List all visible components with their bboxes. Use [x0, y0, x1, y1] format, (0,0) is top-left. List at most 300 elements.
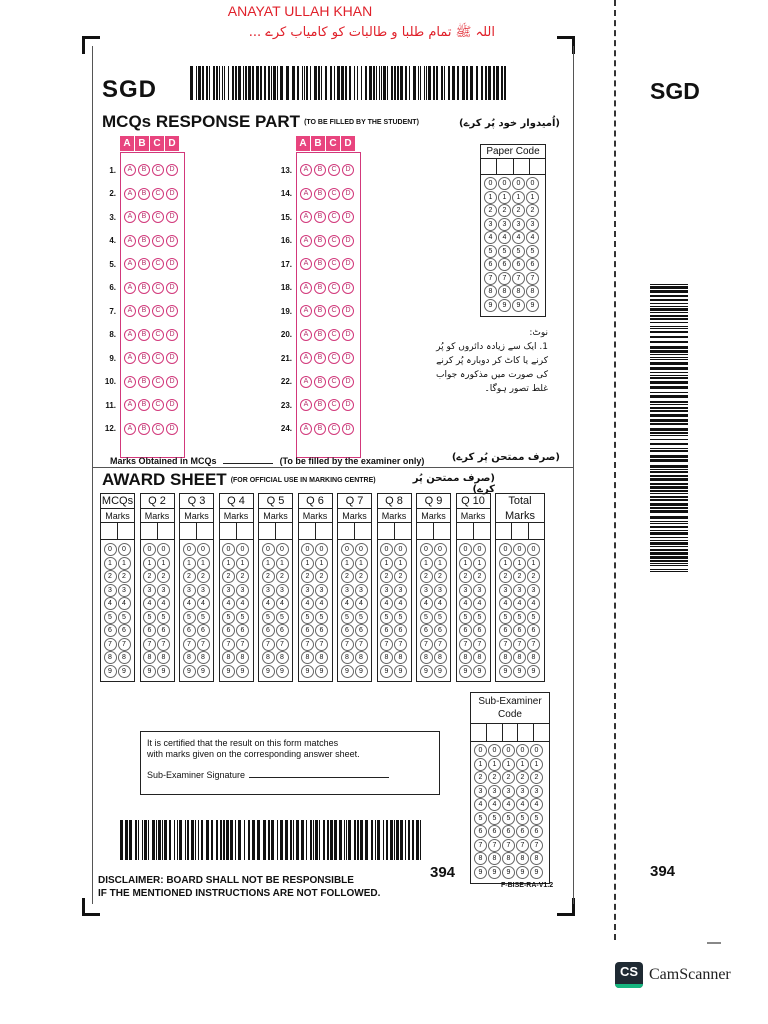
digit-bubble[interactable]: 8: [498, 285, 511, 298]
answer-bubble[interactable]: C: [152, 305, 164, 317]
digit-bubble[interactable]: 2: [118, 570, 131, 583]
digit-bubble[interactable]: 6: [262, 624, 275, 637]
digit-bubble[interactable]: 7: [473, 638, 486, 651]
digit-bubble[interactable]: 6: [474, 825, 487, 838]
answer-bubble[interactable]: C: [152, 235, 164, 247]
digit-bubble[interactable]: 6: [502, 825, 515, 838]
award-marks-entry[interactable]: [179, 523, 214, 540]
digit-bubble[interactable]: 9: [157, 665, 170, 678]
answer-bubble[interactable]: D: [342, 305, 354, 317]
digit-bubble[interactable]: 8: [262, 651, 275, 664]
digit-bubble[interactable]: 1: [420, 557, 433, 570]
digit-bubble[interactable]: 6: [420, 624, 433, 637]
digit-bubble[interactable]: 1: [474, 758, 487, 771]
digit-bubble[interactable]: 3: [484, 218, 497, 231]
digit-bubble[interactable]: 8: [394, 651, 407, 664]
digit-bubble[interactable]: 4: [527, 597, 540, 610]
marks-obtained-blank[interactable]: [223, 463, 273, 464]
digit-bubble[interactable]: 8: [197, 651, 210, 664]
answer-bubble[interactable]: D: [166, 423, 178, 435]
digit-bubble[interactable]: 9: [143, 665, 156, 678]
digit-bubble[interactable]: 7: [236, 638, 249, 651]
digit-bubble[interactable]: 9: [420, 665, 433, 678]
answer-bubble[interactable]: A: [124, 211, 136, 223]
digit-bubble[interactable]: 6: [394, 624, 407, 637]
answer-bubble[interactable]: C: [328, 329, 340, 341]
digit-bubble[interactable]: 6: [315, 624, 328, 637]
digit-bubble[interactable]: 6: [341, 624, 354, 637]
digit-bubble[interactable]: 6: [488, 825, 501, 838]
digit-bubble[interactable]: 1: [434, 557, 447, 570]
digit-bubble[interactable]: 3: [459, 584, 472, 597]
digit-bubble[interactable]: 6: [183, 624, 196, 637]
answer-bubble[interactable]: D: [166, 188, 178, 200]
answer-bubble[interactable]: A: [300, 188, 312, 200]
digit-bubble[interactable]: 9: [499, 665, 512, 678]
answer-bubble[interactable]: C: [152, 376, 164, 388]
sub-examiner-code-entry[interactable]: [471, 724, 549, 742]
answer-bubble[interactable]: B: [314, 164, 326, 176]
answer-bubble[interactable]: D: [166, 258, 178, 270]
digit-bubble[interactable]: 2: [473, 570, 486, 583]
answer-bubble[interactable]: D: [342, 235, 354, 247]
digit-bubble[interactable]: 6: [197, 624, 210, 637]
digit-bubble[interactable]: 3: [143, 584, 156, 597]
digit-bubble[interactable]: 6: [143, 624, 156, 637]
digit-bubble[interactable]: 1: [222, 557, 235, 570]
answer-bubble[interactable]: A: [300, 211, 312, 223]
digit-bubble[interactable]: 3: [197, 584, 210, 597]
digit-bubble[interactable]: 8: [516, 852, 529, 865]
answer-bubble[interactable]: B: [138, 188, 150, 200]
digit-bubble[interactable]: 9: [262, 665, 275, 678]
digit-bubble[interactable]: 5: [434, 611, 447, 624]
answer-bubble[interactable]: A: [124, 329, 136, 341]
answer-bubble[interactable]: A: [124, 352, 136, 364]
digit-bubble[interactable]: 1: [143, 557, 156, 570]
digit-bubble[interactable]: 0: [530, 744, 543, 757]
digit-bubble[interactable]: 4: [394, 597, 407, 610]
digit-bubble[interactable]: 2: [459, 570, 472, 583]
answer-bubble[interactable]: B: [314, 235, 326, 247]
digit-bubble[interactable]: 5: [143, 611, 156, 624]
digit-bubble[interactable]: 8: [380, 651, 393, 664]
digit-bubble[interactable]: 8: [474, 852, 487, 865]
digit-bubble[interactable]: 0: [222, 543, 235, 556]
digit-bubble[interactable]: 3: [315, 584, 328, 597]
digit-bubble[interactable]: 9: [473, 665, 486, 678]
digit-bubble[interactable]: 2: [341, 570, 354, 583]
digit-bubble[interactable]: 3: [355, 584, 368, 597]
digit-bubble[interactable]: 1: [512, 191, 525, 204]
digit-bubble[interactable]: 2: [498, 204, 511, 217]
paper-code-entry[interactable]: [481, 159, 545, 175]
digit-bubble[interactable]: 4: [276, 597, 289, 610]
digit-bubble[interactable]: 2: [197, 570, 210, 583]
digit-bubble[interactable]: 7: [355, 638, 368, 651]
digit-bubble[interactable]: 7: [197, 638, 210, 651]
answer-bubble[interactable]: B: [138, 235, 150, 247]
digit-bubble[interactable]: 1: [513, 557, 526, 570]
digit-bubble[interactable]: 6: [222, 624, 235, 637]
digit-bubble[interactable]: 0: [197, 543, 210, 556]
digit-bubble[interactable]: 3: [512, 218, 525, 231]
answer-bubble[interactable]: D: [166, 164, 178, 176]
digit-bubble[interactable]: 1: [502, 758, 515, 771]
award-marks-entry[interactable]: [416, 523, 451, 540]
digit-bubble[interactable]: 2: [222, 570, 235, 583]
digit-bubble[interactable]: 2: [488, 771, 501, 784]
digit-bubble[interactable]: 3: [157, 584, 170, 597]
digit-bubble[interactable]: 7: [420, 638, 433, 651]
digit-bubble[interactable]: 5: [420, 611, 433, 624]
answer-bubble[interactable]: D: [342, 376, 354, 388]
digit-bubble[interactable]: 2: [236, 570, 249, 583]
digit-bubble[interactable]: 8: [502, 852, 515, 865]
digit-bubble[interactable]: 6: [512, 258, 525, 271]
answer-bubble[interactable]: C: [152, 329, 164, 341]
digit-bubble[interactable]: 3: [104, 584, 117, 597]
digit-bubble[interactable]: 1: [197, 557, 210, 570]
digit-bubble[interactable]: 9: [527, 665, 540, 678]
award-marks-entry[interactable]: [298, 523, 333, 540]
digit-bubble[interactable]: 6: [380, 624, 393, 637]
digit-bubble[interactable]: 5: [512, 245, 525, 258]
digit-bubble[interactable]: 9: [183, 665, 196, 678]
digit-bubble[interactable]: 0: [526, 177, 539, 190]
digit-bubble[interactable]: 5: [183, 611, 196, 624]
digit-bubble[interactable]: 7: [484, 272, 497, 285]
answer-bubble[interactable]: A: [124, 305, 136, 317]
answer-bubble[interactable]: A: [300, 352, 312, 364]
digit-bubble[interactable]: 0: [484, 177, 497, 190]
digit-bubble[interactable]: 7: [301, 638, 314, 651]
digit-bubble[interactable]: 5: [394, 611, 407, 624]
answer-bubble[interactable]: B: [314, 376, 326, 388]
answer-bubble[interactable]: A: [124, 188, 136, 200]
answer-bubble[interactable]: C: [328, 399, 340, 411]
digit-bubble[interactable]: 5: [502, 812, 515, 825]
digit-bubble[interactable]: 7: [513, 638, 526, 651]
digit-bubble[interactable]: 2: [502, 771, 515, 784]
digit-bubble[interactable]: 8: [157, 651, 170, 664]
digit-bubble[interactable]: 0: [513, 543, 526, 556]
award-marks-entry[interactable]: [258, 523, 293, 540]
digit-bubble[interactable]: 8: [530, 852, 543, 865]
digit-bubble[interactable]: 3: [183, 584, 196, 597]
digit-bubble[interactable]: 4: [498, 231, 511, 244]
digit-bubble[interactable]: 6: [236, 624, 249, 637]
answer-bubble[interactable]: D: [342, 282, 354, 294]
answer-bubble[interactable]: C: [328, 258, 340, 270]
digit-bubble[interactable]: 8: [118, 651, 131, 664]
digit-bubble[interactable]: 5: [236, 611, 249, 624]
answer-bubble[interactable]: B: [138, 211, 150, 223]
answer-bubble[interactable]: B: [314, 282, 326, 294]
digit-bubble[interactable]: 4: [484, 231, 497, 244]
digit-bubble[interactable]: 5: [341, 611, 354, 624]
digit-bubble[interactable]: 7: [394, 638, 407, 651]
digit-bubble[interactable]: 4: [262, 597, 275, 610]
digit-bubble[interactable]: 4: [474, 798, 487, 811]
digit-bubble[interactable]: 7: [183, 638, 196, 651]
digit-bubble[interactable]: 3: [526, 218, 539, 231]
digit-bubble[interactable]: 2: [474, 771, 487, 784]
answer-bubble[interactable]: B: [314, 258, 326, 270]
answer-bubble[interactable]: B: [138, 376, 150, 388]
answer-bubble[interactable]: A: [124, 399, 136, 411]
digit-bubble[interactable]: 0: [459, 543, 472, 556]
digit-bubble[interactable]: 2: [526, 204, 539, 217]
digit-bubble[interactable]: 9: [118, 665, 131, 678]
digit-bubble[interactable]: 2: [516, 771, 529, 784]
digit-bubble[interactable]: 8: [315, 651, 328, 664]
answer-bubble[interactable]: A: [300, 423, 312, 435]
digit-bubble[interactable]: 5: [484, 245, 497, 258]
award-marks-entry[interactable]: [100, 523, 135, 540]
digit-bubble[interactable]: 4: [315, 597, 328, 610]
digit-bubble[interactable]: 1: [183, 557, 196, 570]
digit-bubble[interactable]: 0: [315, 543, 328, 556]
digit-bubble[interactable]: 0: [341, 543, 354, 556]
digit-bubble[interactable]: 1: [394, 557, 407, 570]
digit-bubble[interactable]: 7: [315, 638, 328, 651]
digit-bubble[interactable]: 6: [301, 624, 314, 637]
answer-bubble[interactable]: A: [300, 164, 312, 176]
digit-bubble[interactable]: 4: [143, 597, 156, 610]
award-marks-entry[interactable]: [456, 523, 491, 540]
answer-bubble[interactable]: D: [342, 211, 354, 223]
digit-bubble[interactable]: 3: [301, 584, 314, 597]
digit-bubble[interactable]: 9: [516, 866, 529, 879]
digit-bubble[interactable]: 6: [513, 624, 526, 637]
answer-bubble[interactable]: C: [328, 352, 340, 364]
digit-bubble[interactable]: 1: [104, 557, 117, 570]
answer-bubble[interactable]: D: [342, 258, 354, 270]
digit-bubble[interactable]: 8: [459, 651, 472, 664]
answer-bubble[interactable]: B: [314, 352, 326, 364]
digit-bubble[interactable]: 1: [499, 557, 512, 570]
answer-bubble[interactable]: D: [166, 282, 178, 294]
answer-bubble[interactable]: C: [152, 164, 164, 176]
digit-bubble[interactable]: 7: [222, 638, 235, 651]
digit-bubble[interactable]: 9: [488, 866, 501, 879]
digit-bubble[interactable]: 6: [516, 825, 529, 838]
digit-bubble[interactable]: 9: [355, 665, 368, 678]
digit-bubble[interactable]: 5: [526, 245, 539, 258]
digit-bubble[interactable]: 8: [488, 852, 501, 865]
answer-bubble[interactable]: B: [314, 329, 326, 341]
digit-bubble[interactable]: 6: [157, 624, 170, 637]
digit-bubble[interactable]: 3: [499, 584, 512, 597]
digit-bubble[interactable]: 6: [355, 624, 368, 637]
answer-bubble[interactable]: B: [138, 164, 150, 176]
digit-bubble[interactable]: 5: [380, 611, 393, 624]
digit-bubble[interactable]: 6: [118, 624, 131, 637]
digit-bubble[interactable]: 6: [276, 624, 289, 637]
answer-bubble[interactable]: D: [166, 399, 178, 411]
digit-bubble[interactable]: 1: [498, 191, 511, 204]
total-marks-entry[interactable]: [495, 523, 545, 540]
digit-bubble[interactable]: 1: [118, 557, 131, 570]
answer-bubble[interactable]: B: [138, 258, 150, 270]
digit-bubble[interactable]: 0: [183, 543, 196, 556]
answer-bubble[interactable]: D: [342, 423, 354, 435]
answer-bubble[interactable]: B: [138, 352, 150, 364]
digit-bubble[interactable]: 1: [526, 191, 539, 204]
answer-bubble[interactable]: B: [314, 305, 326, 317]
digit-bubble[interactable]: 9: [197, 665, 210, 678]
digit-bubble[interactable]: 0: [516, 744, 529, 757]
digit-bubble[interactable]: 6: [526, 258, 539, 271]
answer-bubble[interactable]: C: [328, 305, 340, 317]
digit-bubble[interactable]: 5: [474, 812, 487, 825]
digit-bubble[interactable]: 5: [516, 812, 529, 825]
digit-bubble[interactable]: 0: [394, 543, 407, 556]
digit-bubble[interactable]: 9: [474, 866, 487, 879]
digit-bubble[interactable]: 9: [301, 665, 314, 678]
digit-bubble[interactable]: 5: [301, 611, 314, 624]
answer-bubble[interactable]: B: [138, 305, 150, 317]
digit-bubble[interactable]: 0: [380, 543, 393, 556]
digit-bubble[interactable]: 4: [236, 597, 249, 610]
answer-bubble[interactable]: D: [342, 352, 354, 364]
digit-bubble[interactable]: 4: [502, 798, 515, 811]
answer-bubble[interactable]: D: [166, 352, 178, 364]
digit-bubble[interactable]: 2: [512, 204, 525, 217]
digit-bubble[interactable]: 9: [315, 665, 328, 678]
digit-bubble[interactable]: 0: [474, 744, 487, 757]
digit-bubble[interactable]: 6: [473, 624, 486, 637]
answer-bubble[interactable]: A: [300, 329, 312, 341]
digit-bubble[interactable]: 7: [530, 839, 543, 852]
digit-bubble[interactable]: 9: [434, 665, 447, 678]
answer-bubble[interactable]: C: [152, 211, 164, 223]
digit-bubble[interactable]: 1: [236, 557, 249, 570]
answer-bubble[interactable]: D: [166, 329, 178, 341]
digit-bubble[interactable]: 3: [473, 584, 486, 597]
digit-bubble[interactable]: 4: [459, 597, 472, 610]
digit-bubble[interactable]: 4: [434, 597, 447, 610]
digit-bubble[interactable]: 6: [498, 258, 511, 271]
digit-bubble[interactable]: 0: [434, 543, 447, 556]
digit-bubble[interactable]: 4: [380, 597, 393, 610]
answer-bubble[interactable]: A: [300, 235, 312, 247]
digit-bubble[interactable]: 4: [530, 798, 543, 811]
award-marks-entry[interactable]: [377, 523, 412, 540]
digit-bubble[interactable]: 4: [104, 597, 117, 610]
digit-bubble[interactable]: 5: [527, 611, 540, 624]
digit-bubble[interactable]: 0: [236, 543, 249, 556]
digit-bubble[interactable]: 8: [143, 651, 156, 664]
answer-bubble[interactable]: D: [342, 329, 354, 341]
digit-bubble[interactable]: 8: [473, 651, 486, 664]
answer-bubble[interactable]: B: [138, 423, 150, 435]
answer-bubble[interactable]: D: [166, 376, 178, 388]
digit-bubble[interactable]: 3: [513, 584, 526, 597]
answer-bubble[interactable]: A: [124, 235, 136, 247]
digit-bubble[interactable]: 3: [394, 584, 407, 597]
digit-bubble[interactable]: 6: [459, 624, 472, 637]
digit-bubble[interactable]: 1: [516, 758, 529, 771]
digit-bubble[interactable]: 7: [512, 272, 525, 285]
digit-bubble[interactable]: 5: [355, 611, 368, 624]
digit-bubble[interactable]: 5: [498, 245, 511, 258]
digit-bubble[interactable]: 0: [157, 543, 170, 556]
digit-bubble[interactable]: 5: [157, 611, 170, 624]
digit-bubble[interactable]: 9: [502, 866, 515, 879]
digit-bubble[interactable]: 9: [459, 665, 472, 678]
digit-bubble[interactable]: 0: [527, 543, 540, 556]
digit-bubble[interactable]: 0: [488, 744, 501, 757]
digit-bubble[interactable]: 6: [530, 825, 543, 838]
answer-bubble[interactable]: B: [314, 423, 326, 435]
digit-bubble[interactable]: 2: [530, 771, 543, 784]
digit-bubble[interactable]: 0: [502, 744, 515, 757]
answer-bubble[interactable]: C: [152, 399, 164, 411]
digit-bubble[interactable]: 3: [341, 584, 354, 597]
digit-bubble[interactable]: 8: [434, 651, 447, 664]
answer-bubble[interactable]: A: [124, 376, 136, 388]
digit-bubble[interactable]: 4: [222, 597, 235, 610]
answer-bubble[interactable]: D: [342, 164, 354, 176]
digit-bubble[interactable]: 5: [499, 611, 512, 624]
digit-bubble[interactable]: 6: [434, 624, 447, 637]
digit-bubble[interactable]: 3: [222, 584, 235, 597]
digit-bubble[interactable]: 1: [488, 758, 501, 771]
answer-bubble[interactable]: B: [138, 282, 150, 294]
digit-bubble[interactable]: 2: [183, 570, 196, 583]
digit-bubble[interactable]: 3: [420, 584, 433, 597]
digit-bubble[interactable]: 6: [499, 624, 512, 637]
digit-bubble[interactable]: 4: [157, 597, 170, 610]
answer-bubble[interactable]: D: [166, 211, 178, 223]
digit-bubble[interactable]: 7: [118, 638, 131, 651]
digit-bubble[interactable]: 9: [236, 665, 249, 678]
digit-bubble[interactable]: 7: [474, 839, 487, 852]
digit-bubble[interactable]: 7: [526, 272, 539, 285]
digit-bubble[interactable]: 0: [143, 543, 156, 556]
digit-bubble[interactable]: 0: [473, 543, 486, 556]
digit-bubble[interactable]: 1: [276, 557, 289, 570]
answer-bubble[interactable]: D: [342, 399, 354, 411]
digit-bubble[interactable]: 1: [530, 758, 543, 771]
digit-bubble[interactable]: 9: [380, 665, 393, 678]
digit-bubble[interactable]: 2: [157, 570, 170, 583]
digit-bubble[interactable]: 7: [499, 638, 512, 651]
answer-bubble[interactable]: D: [166, 305, 178, 317]
digit-bubble[interactable]: 1: [315, 557, 328, 570]
digit-bubble[interactable]: 0: [262, 543, 275, 556]
digit-bubble[interactable]: 7: [459, 638, 472, 651]
digit-bubble[interactable]: 9: [513, 665, 526, 678]
digit-bubble[interactable]: 8: [104, 651, 117, 664]
digit-bubble[interactable]: 7: [143, 638, 156, 651]
digit-bubble[interactable]: 4: [183, 597, 196, 610]
answer-bubble[interactable]: C: [328, 423, 340, 435]
answer-bubble[interactable]: C: [328, 211, 340, 223]
digit-bubble[interactable]: 0: [301, 543, 314, 556]
digit-bubble[interactable]: 4: [355, 597, 368, 610]
digit-bubble[interactable]: 1: [262, 557, 275, 570]
digit-bubble[interactable]: 1: [301, 557, 314, 570]
digit-bubble[interactable]: 5: [513, 611, 526, 624]
answer-bubble[interactable]: B: [314, 188, 326, 200]
digit-bubble[interactable]: 1: [473, 557, 486, 570]
answer-bubble[interactable]: B: [314, 211, 326, 223]
digit-bubble[interactable]: 4: [420, 597, 433, 610]
digit-bubble[interactable]: 4: [512, 231, 525, 244]
